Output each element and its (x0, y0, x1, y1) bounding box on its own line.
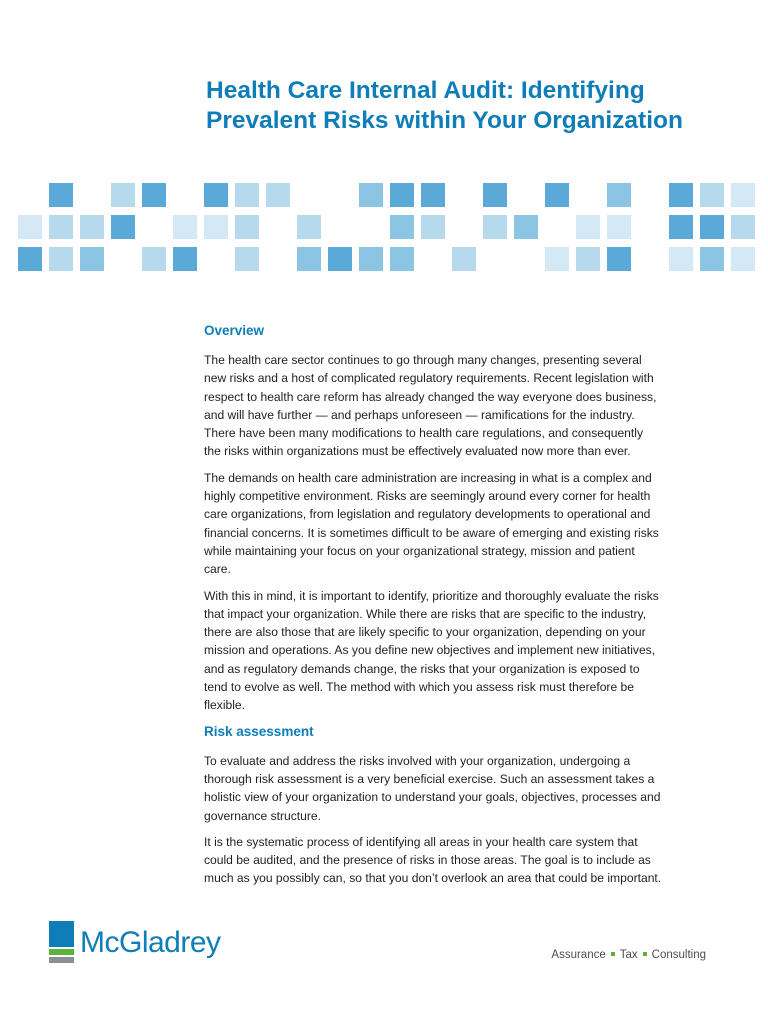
decorative-square (421, 215, 445, 239)
decorative-square (297, 247, 321, 271)
document-body (204, 322, 682, 896)
text-line: With this in mind, it is important to identify, prioritize and thoroughly evaluate the risks (204, 588, 659, 603)
decorative-square (142, 247, 166, 271)
logo-wordmark: McGladrey (80, 926, 221, 959)
tagline-bullet-icon (611, 952, 615, 956)
tagline-consulting: Consulting (651, 949, 706, 961)
mcgladrey-logo-mark-icon (49, 921, 74, 963)
text-line: The health care sector continues to go through many changes, presenting several (204, 353, 642, 367)
decorative-square (235, 215, 259, 239)
decorative-square (173, 247, 197, 271)
logo-mark-green-bar (49, 949, 74, 955)
decorative-square (49, 247, 73, 271)
decorative-square (700, 215, 724, 239)
decorative-square (111, 215, 135, 239)
decorative-square-pattern (0, 183, 768, 278)
text-line: To evaluate and address the risks involved with your organization, undergoing a (204, 753, 631, 768)
text-line: governance structure. (204, 808, 321, 823)
decorative-square (576, 247, 600, 271)
decorative-square (607, 183, 631, 207)
decorative-square (452, 247, 476, 271)
text-line: there are also those that are likely specific to your organization, depending on your (204, 625, 646, 640)
tagline-tax: Tax (619, 949, 638, 961)
risk-paragraph-2 (204, 833, 682, 888)
decorative-square (80, 247, 104, 271)
title-line-2: Prevalent Risks within Your Organization (206, 107, 683, 134)
decorative-square (173, 215, 197, 239)
text-line: while maintaining your focus on your organizational strategy, mission and patient (204, 543, 635, 558)
text-line: thorough risk assessment is a very beneficial exercise. Such an assessment takes a (204, 771, 655, 786)
text-line: highly competitive environment. Risks are seemingly around every corner for health (204, 489, 651, 504)
text-line: care organizations, from legislation and regulatory developments to operational and (204, 507, 651, 522)
decorative-square (328, 247, 352, 271)
text-line: that impact your organization. While there are risks that are specific to the industry, (204, 606, 647, 621)
overview-heading: Overview (204, 323, 265, 338)
overview-paragraph-1 (204, 351, 682, 461)
decorative-square (607, 215, 631, 239)
decorative-square (421, 183, 445, 207)
decorative-square (80, 215, 104, 239)
text-line: It is the systematic process of identifying all areas in your health care system that (204, 834, 638, 849)
logo-mark-gray-bar (49, 957, 74, 963)
service-tagline (551, 949, 706, 961)
decorative-square (49, 215, 73, 239)
decorative-square (18, 247, 42, 271)
text-line: the risks within organizations must be effectively evaluated now more than ever. (204, 444, 631, 459)
text-line: flexible. (204, 698, 246, 713)
text-line: holistic view of your organization to understand your goals, objectives, processes and (204, 790, 661, 805)
decorative-square (390, 247, 414, 271)
overview-paragraph-3 (204, 587, 682, 715)
logo-mark-blue-block (49, 921, 74, 947)
decorative-square (235, 183, 259, 207)
decorative-square (669, 183, 693, 207)
decorative-square (607, 247, 631, 271)
decorative-square (359, 247, 383, 271)
overview-paragraph-2 (204, 469, 682, 579)
decorative-square (111, 183, 135, 207)
decorative-square (731, 215, 755, 239)
decorative-square (142, 183, 166, 207)
decorative-square (297, 215, 321, 239)
decorative-square (359, 183, 383, 207)
decorative-square (204, 215, 228, 239)
text-line: financial concerns. It is sometimes difficult to be aware of emerging and existing risks (204, 525, 659, 540)
text-line: The demands on health care administration are increasing in what is a complex and (204, 470, 652, 485)
text-line: and will have further — and perhaps unforeseen — ramifications for the industry. (204, 407, 635, 422)
text-line: and as regulatory demands change, the risks that your organization is exposed to (204, 661, 640, 676)
decorative-square (483, 183, 507, 207)
risk-assessment-heading: Risk assessment (204, 723, 314, 739)
decorative-square (545, 183, 569, 207)
risk-paragraph-1 (204, 752, 682, 825)
decorative-square (669, 247, 693, 271)
decorative-square (514, 215, 538, 239)
decorative-square (235, 247, 259, 271)
decorative-square (700, 247, 724, 271)
decorative-square (204, 183, 228, 207)
decorative-square (483, 215, 507, 239)
decorative-square (731, 183, 755, 207)
text-line: care. (204, 562, 231, 577)
decorative-square (390, 215, 414, 239)
decorative-square (49, 183, 73, 207)
title-line-1: Health Care Internal Audit: Identifying (206, 77, 645, 104)
decorative-square (18, 215, 42, 239)
decorative-square (545, 247, 569, 271)
text-line: could be audited, and the presence of risks in those areas. The goal is to include as (204, 853, 651, 868)
decorative-square (576, 215, 600, 239)
text-line: tend to evolve as well. The method with which you assess risk must therefore be (204, 680, 634, 695)
decorative-square (669, 215, 693, 239)
text-line: much as you possibly can, so that you don’t overlook an area that could be important. (204, 871, 662, 886)
decorative-square (266, 183, 290, 207)
text-line: respect to health care reform has already changed the way everyone does business, (204, 389, 657, 404)
document-title (206, 76, 746, 136)
tagline-assurance: Assurance (551, 949, 606, 961)
decorative-square (390, 183, 414, 207)
decorative-square (700, 183, 724, 207)
text-line: mission and operations. As you define new objectives and implement new initiatives, (204, 643, 656, 658)
text-line: new risks and a host of complicated regulatory requirements. Recent legislation with (204, 371, 654, 386)
tagline-bullet-icon (643, 952, 647, 956)
text-line: There have been many modifications to health care regulations, and consequently (204, 426, 644, 441)
decorative-square (731, 247, 755, 271)
